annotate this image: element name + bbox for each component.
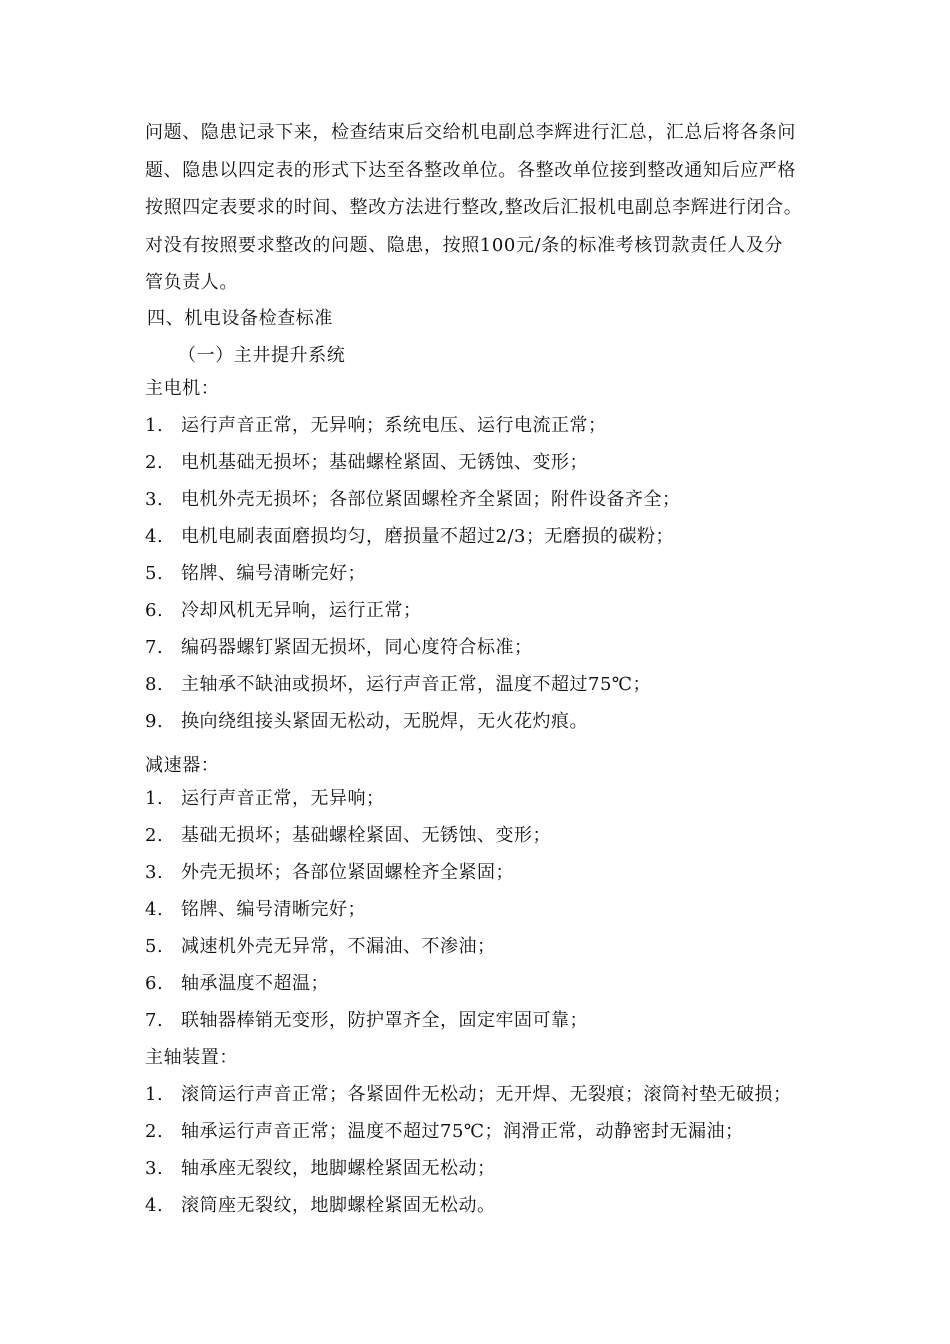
list-item [145,451,588,475]
list-item [145,972,329,996]
subsection-heading: （一）主井提升系统 [178,345,346,366]
item-text: 轴承温度不超温； [181,973,329,994]
item-number: 6. [145,973,164,994]
item-number: 7. [145,1010,164,1031]
list-item [145,1083,792,1107]
item-text: 运行声音正常，无异响； [181,788,385,809]
item-text: 冷却风机无异响，运行正常； [181,600,422,621]
list-item [145,787,385,811]
list-item [145,1120,744,1144]
list-item [145,599,422,623]
list-item [145,824,551,848]
item-number: 4. [145,526,164,547]
list-item [145,525,674,549]
item-number: 1. [145,1084,164,1105]
list-item [145,414,607,438]
item-text: 电机电刷表面磨损均匀，磨损量不超过2/3；无磨损的碳粉； [181,526,674,547]
list-item [145,935,496,959]
item-text: 换向绕组接头紧固无松动，无脱焊，无火花灼痕。 [181,711,588,732]
item-number: 4. [145,1195,164,1216]
intro-line: 题、隐患以四定表的形式下达至各整改单位。各整改单位接到整改通知后应严格 [145,159,796,181]
item-text: 运行声音正常，无异响；系统电压、运行电流正常； [181,415,607,436]
item-number: 1. [145,788,164,809]
item-text: 电机基础无损坏；基础螺栓紧固、无锈蚀、变形； [181,452,588,473]
item-number: 3. [145,862,164,883]
item-text: 联轴器棒销无变形，防护罩齐全，固定牢固可靠； [181,1010,588,1031]
list-item [145,1157,496,1181]
intro-line: 按照四定表要求的时间、整改方法进行整改,整改后汇报机电副总李辉进行闭合。 [145,197,803,218]
item-text: 电机外壳无损坏；各部位紧固螺栓齐全紧固；附件设备齐全； [181,489,681,510]
list-item [145,710,588,734]
item-text: 基础无损坏；基础螺栓紧固、无锈蚀、变形； [181,825,551,846]
intro-line: 对没有按照要求整改的问题、隐患，按照100元/条的标准考核罚款责任人及分 [145,234,784,256]
item-number: 2. [145,1121,164,1142]
list-item [145,1009,588,1033]
group-title-reducer: 减速器： [145,755,220,776]
list-item [145,488,681,512]
item-text: 铭牌、编号清晰完好； [181,563,366,584]
item-number: 8. [145,674,164,695]
item-number: 3. [145,489,164,510]
item-number: 4. [145,899,164,920]
item-number: 7. [145,637,164,658]
item-number: 2. [145,825,164,846]
intro-paragraph [145,114,817,302]
list-item [145,562,366,586]
group-title-main-shaft: 主轴装置： [145,1047,238,1068]
group-title-main-motor: 主电机： [145,378,220,399]
list-item [145,861,514,885]
item-text: 铭牌、编号清晰完好； [181,899,366,920]
intro-line: 管负责人。 [145,272,238,293]
list-item [145,636,533,660]
list-item [145,1194,496,1218]
item-text: 轴承座无裂纹，地脚螺栓紧固无松动； [181,1158,496,1179]
item-number: 6. [145,600,164,621]
item-number: 5. [145,563,164,584]
list-item [145,898,366,922]
section-heading: 四、机电设备检查标准 [147,308,333,329]
item-text: 编码器螺钉紧固无损坏，同心度符合标准； [181,637,533,658]
item-text: 外壳无损坏；各部位紧固螺栓齐全紧固； [181,862,514,883]
item-number: 9. [145,711,164,732]
item-number: 1. [145,415,164,436]
intro-line: 问题、隐患记录下来，检查结束后交给机电副总李辉进行汇总，汇总后将各条问 [145,122,796,143]
item-text: 滚筒运行声音正常；各紧固件无松动；无开焊、无裂痕；滚筒衬垫无破损； [181,1084,792,1105]
list-item [145,673,651,697]
item-text: 主轴承不缺油或损坏，运行声音正常，温度不超过75℃； [181,674,652,695]
item-text: 滚筒座无裂纹，地脚螺栓紧固无松动。 [181,1195,496,1216]
item-number: 3. [145,1158,164,1179]
item-text: 轴承运行声音正常；温度不超过75℃；润滑正常，动静密封无漏油； [181,1121,744,1142]
item-text: 减速机外壳无异常，不漏油、不渗油； [181,936,496,957]
item-number: 5. [145,936,164,957]
item-number: 2. [145,452,164,473]
